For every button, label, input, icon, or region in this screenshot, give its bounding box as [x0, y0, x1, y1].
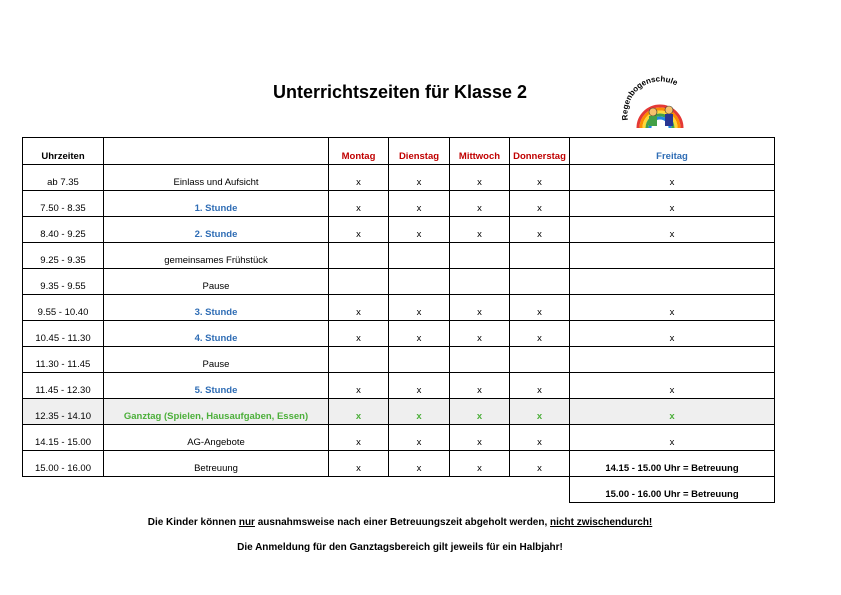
table-row [23, 399, 775, 425]
day-cell: x [389, 165, 450, 191]
day-cell: x [329, 399, 389, 425]
activity-cell: 5. Stunde [104, 373, 329, 399]
time-cell: 9.35 - 9.55 [23, 269, 104, 295]
day-cell: x [329, 373, 389, 399]
note-pickup-d: nicht zwischendurch! [550, 517, 653, 528]
activity-cell: 2. Stunde [104, 217, 329, 243]
day-cell [570, 269, 775, 295]
day-cell [510, 243, 570, 269]
day-cell: x [570, 217, 775, 243]
day-cell: x [510, 425, 570, 451]
day-cell [510, 347, 570, 373]
header-activity [104, 138, 329, 165]
time-cell: 9.55 - 10.40 [23, 295, 104, 321]
activity-cell: gemeinsames Frühstück [104, 243, 329, 269]
day-cell: x [389, 399, 450, 425]
day-cell: x [570, 165, 775, 191]
time-cell: 15.00 - 16.00 [23, 451, 104, 477]
day-cell: x [450, 399, 510, 425]
day-cell: x [510, 451, 570, 477]
day-cell [329, 347, 389, 373]
day-cell: x [450, 191, 510, 217]
day-cell: x [450, 451, 510, 477]
activity-cell: Betreuung [104, 451, 329, 477]
table-row [23, 425, 775, 451]
header-time: Uhrzeiten [23, 138, 104, 165]
table-row [23, 373, 775, 399]
day-cell: x [510, 191, 570, 217]
header-dienstag: Dienstag [389, 138, 450, 165]
day-cell [329, 269, 389, 295]
day-cell: x [389, 451, 450, 477]
day-cell: x [329, 217, 389, 243]
day-cell: x [389, 321, 450, 347]
day-cell: x [450, 217, 510, 243]
day-cell: x [510, 373, 570, 399]
day-cell: x [510, 217, 570, 243]
table-header-row [23, 138, 775, 165]
header-freitag: Freitag [570, 138, 775, 165]
schedule-table [22, 137, 775, 503]
note-pickup-b: nur [238, 517, 255, 528]
day-cell: x [389, 425, 450, 451]
time-cell: 12.35 - 14.10 [23, 399, 104, 425]
day-cell: x [510, 399, 570, 425]
day-cell [450, 347, 510, 373]
table-row [23, 243, 775, 269]
day-cell: x [329, 425, 389, 451]
activity-cell: 1. Stunde [104, 191, 329, 217]
day-cell [389, 243, 450, 269]
header-montag: Montag [329, 138, 389, 165]
activity-cell: Ganztag (Spielen, Hausaufgaben, Essen) [104, 399, 329, 425]
logo-text: Regenbogenschule [620, 74, 680, 121]
table-row [23, 295, 775, 321]
day-cell: x [570, 321, 775, 347]
time-cell: 9.25 - 9.35 [23, 243, 104, 269]
day-cell: x [510, 321, 570, 347]
day-cell: x [450, 373, 510, 399]
time-cell: 14.15 - 15.00 [23, 425, 104, 451]
day-cell: x [450, 295, 510, 321]
table-row [23, 191, 775, 217]
table-row [23, 451, 775, 477]
day-cell: x [570, 191, 775, 217]
day-cell: x [570, 399, 775, 425]
day-cell [570, 243, 775, 269]
time-cell: ab 7.35 [23, 165, 104, 191]
time-cell: 11.30 - 11.45 [23, 347, 104, 373]
activity-cell: Einlass und Aufsicht [104, 165, 329, 191]
time-cell: 7.50 - 8.35 [23, 191, 104, 217]
activity-cell: 4. Stunde [104, 321, 329, 347]
day-cell [389, 347, 450, 373]
day-cell: x [329, 451, 389, 477]
day-cell: x [389, 295, 450, 321]
day-cell: x [510, 295, 570, 321]
header-mittwoch: Mittwoch [450, 138, 510, 165]
time-cell: 11.45 - 12.30 [23, 373, 104, 399]
note-pickup [0, 517, 800, 528]
activity-cell: Pause [104, 347, 329, 373]
day-cell: x [329, 295, 389, 321]
day-cell: x [450, 425, 510, 451]
header-donnerstag: Donnerstag [510, 138, 570, 165]
day-cell: x [329, 191, 389, 217]
school-logo [620, 68, 698, 130]
day-cell: x [570, 295, 775, 321]
day-cell: x [389, 217, 450, 243]
table-row [23, 347, 775, 373]
day-cell: 14.15 - 15.00 Uhr = Betreuung [570, 451, 775, 477]
page-title: Unterrichtszeiten für Klasse 2 [272, 82, 528, 102]
note-pickup-c: ausnahmsweise nach einer Betreuungszeit abgeholt werden, [254, 517, 551, 528]
day-cell: x [510, 165, 570, 191]
day-cell: x [450, 165, 510, 191]
day-cell [570, 347, 775, 373]
day-cell: x [389, 373, 450, 399]
day-cell: x [329, 321, 389, 347]
day-cell [329, 243, 389, 269]
activity-cell: Pause [104, 269, 329, 295]
day-cell: x [450, 321, 510, 347]
extra-friday-cell: 15.00 - 16.00 Uhr = Betreuung [570, 477, 775, 503]
day-cell [389, 269, 450, 295]
time-cell: 10.45 - 11.30 [23, 321, 104, 347]
day-cell: x [389, 191, 450, 217]
table-row [23, 321, 775, 347]
table-row [23, 165, 775, 191]
table-row [23, 217, 775, 243]
activity-cell: AG-Angebote [104, 425, 329, 451]
day-cell [450, 243, 510, 269]
day-cell: x [570, 373, 775, 399]
activity-cell: 3. Stunde [104, 295, 329, 321]
extra-friday-row [23, 477, 775, 503]
day-cell: x [329, 165, 389, 191]
time-cell: 8.40 - 9.25 [23, 217, 104, 243]
day-cell: x [570, 425, 775, 451]
note-pickup-a: Die Kinder können [147, 517, 239, 528]
note-registration: Die Anmeldung für den Ganztagsbereich gilt jeweils für ein Halbjahr! [237, 542, 563, 553]
day-cell [510, 269, 570, 295]
day-cell [450, 269, 510, 295]
table-row [23, 269, 775, 295]
